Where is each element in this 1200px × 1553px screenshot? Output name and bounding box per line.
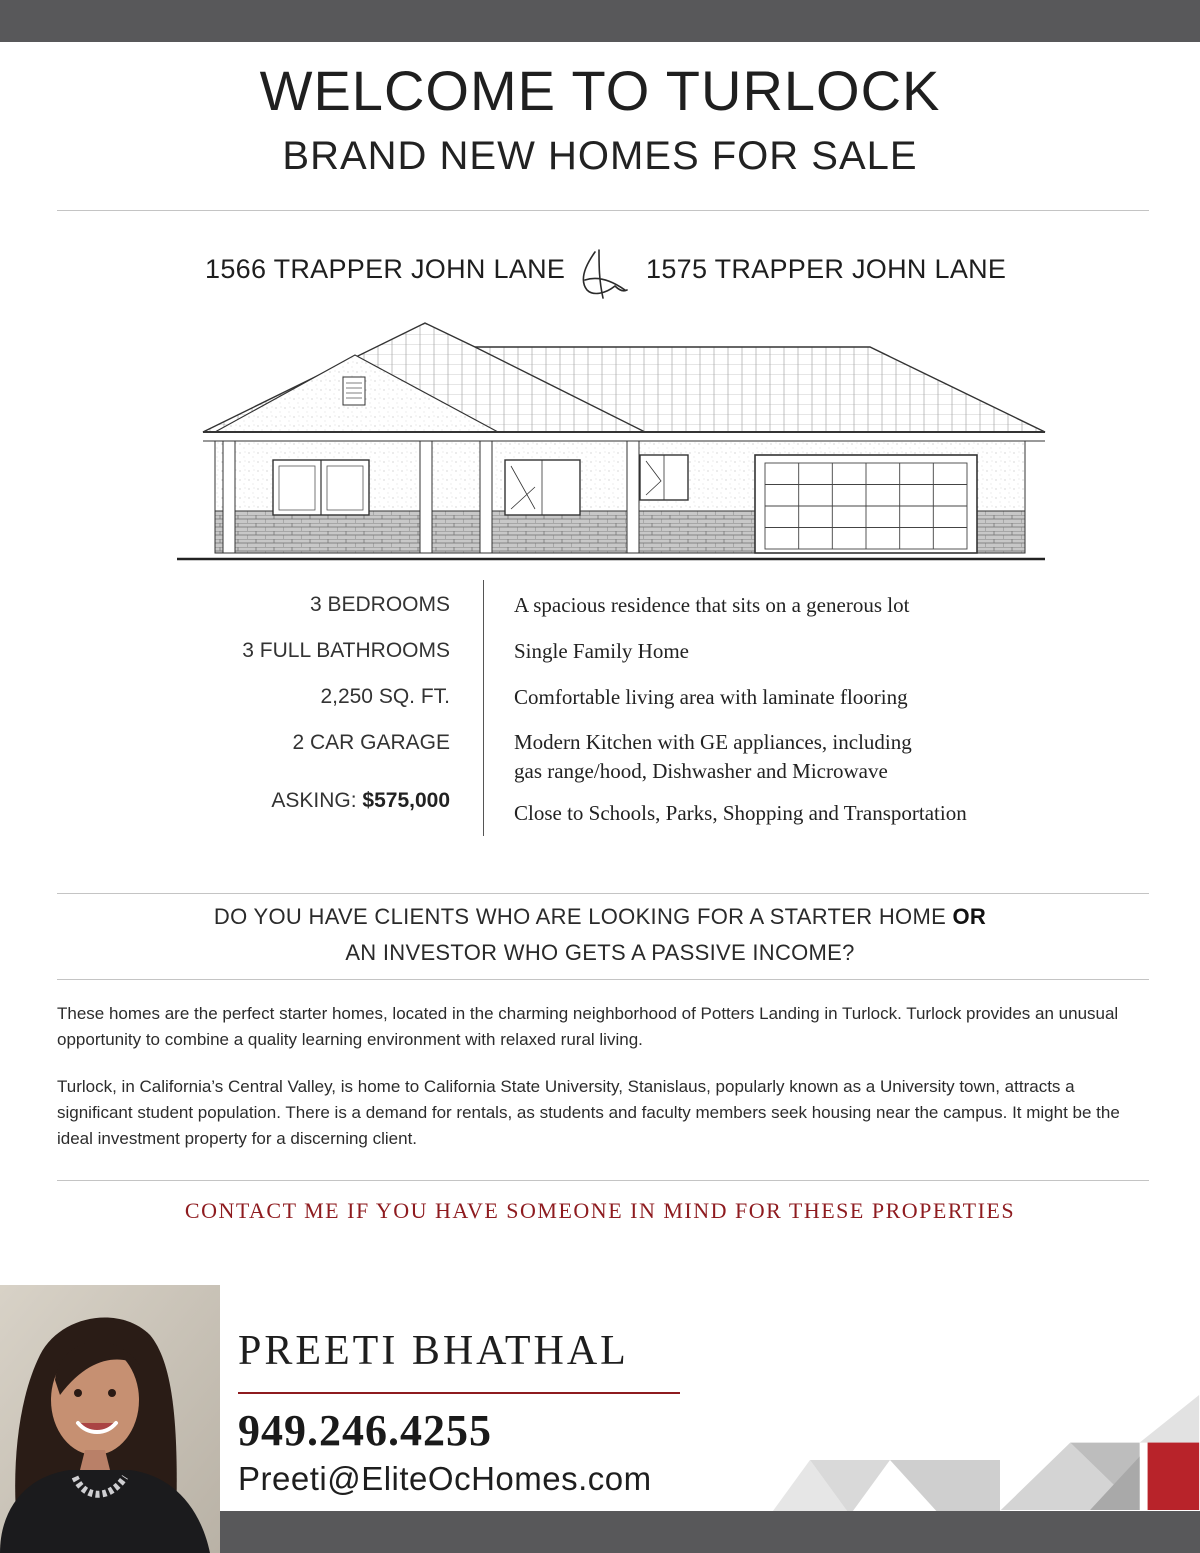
- description-location: Close to Schools, Parks, Shopping and Transportation: [514, 801, 967, 825]
- question-line-1: [0, 904, 1200, 930]
- address-first: 1566 TRAPPER JOHN LANE: [205, 254, 566, 284]
- asking-price: $575,000: [362, 789, 450, 812]
- decorative-triangles-left: [770, 1445, 1010, 1515]
- agent-name: PREETI BHATHAL: [238, 1328, 629, 1374]
- ampersand-icon: [575, 246, 631, 302]
- body-paragraph-2: Turlock, in California’s Central Valley, is home to California State University, Stanislaus, popularly known as a University town, attracts a significant student population. There is a demand for rentals, as students and faculty members seek housing near the campus. It might be the ideal investment property for a discerning client.: [57, 1077, 1120, 1148]
- cta-text: CONTACT ME IF YOU HAVE SOMEONE IN MIND FOR THESE PROPERTIES: [184, 1198, 1016, 1223]
- divider: [57, 210, 1149, 211]
- feature-garage: 2 CAR GARAGE: [292, 731, 450, 754]
- page-subtitle: BRAND NEW HOMES FOR SALE: [282, 134, 918, 178]
- divider: [57, 1180, 1149, 1181]
- description-list: [514, 590, 1114, 844]
- asking-price-row: [100, 786, 450, 832]
- divider: [57, 979, 1149, 980]
- bottom-bar: [220, 1511, 1200, 1553]
- name-underline: [238, 1392, 680, 1394]
- description-kitchen-line2: gas range/hood, Dishwasher and Microwave: [514, 759, 888, 783]
- agent-phone: 949.246.4255: [238, 1406, 492, 1455]
- agent-email: Preeti@EliteOcHomes.com: [238, 1460, 652, 1497]
- agent-photo: [0, 1285, 220, 1553]
- column-divider: [483, 580, 484, 836]
- page-title: WELCOME TO TURLOCK: [259, 59, 941, 122]
- asking-label: ASKING:: [271, 789, 363, 812]
- question-line-1-text: DO YOU HAVE CLIENTS WHO ARE LOOKING FOR A STARTER HOME: [213, 904, 953, 929]
- divider: [57, 893, 1149, 894]
- call-to-action: [0, 1198, 1200, 1224]
- description-lot: A spacious residence that sits on a generous lot: [514, 593, 910, 617]
- description-kitchen: [514, 728, 1114, 798]
- body-paragraph-1: These homes are the perfect starter homes, located in the charming neighborhood of Potters Landing in Turlock. Turlock provides an unusual opportunity to combine a quality learning environment with relaxed rural living.: [57, 1004, 1119, 1049]
- question-or: OR: [952, 904, 987, 929]
- feature-sqft: 2,250 SQ. FT.: [320, 685, 450, 708]
- description-living-area: Comfortable living area with laminate flooring: [514, 685, 908, 709]
- decorative-triangles: [1000, 1395, 1200, 1510]
- house-elevation-drawing: [175, 315, 1050, 563]
- feature-bedrooms: 3 BEDROOMS: [309, 593, 450, 616]
- description-home-type: Single Family Home: [514, 639, 689, 663]
- question-line-2: AN INVESTOR WHO GETS A PASSIVE INCOME?: [345, 940, 855, 965]
- feature-bathrooms: 3 FULL BATHROOMS: [242, 639, 450, 662]
- top-bar: [0, 0, 1200, 42]
- description-kitchen-line1: Modern Kitchen with GE appliances, including: [514, 730, 912, 754]
- feature-list: [100, 590, 450, 832]
- address-second: 1575 TRAPPER JOHN LANE: [646, 254, 1007, 284]
